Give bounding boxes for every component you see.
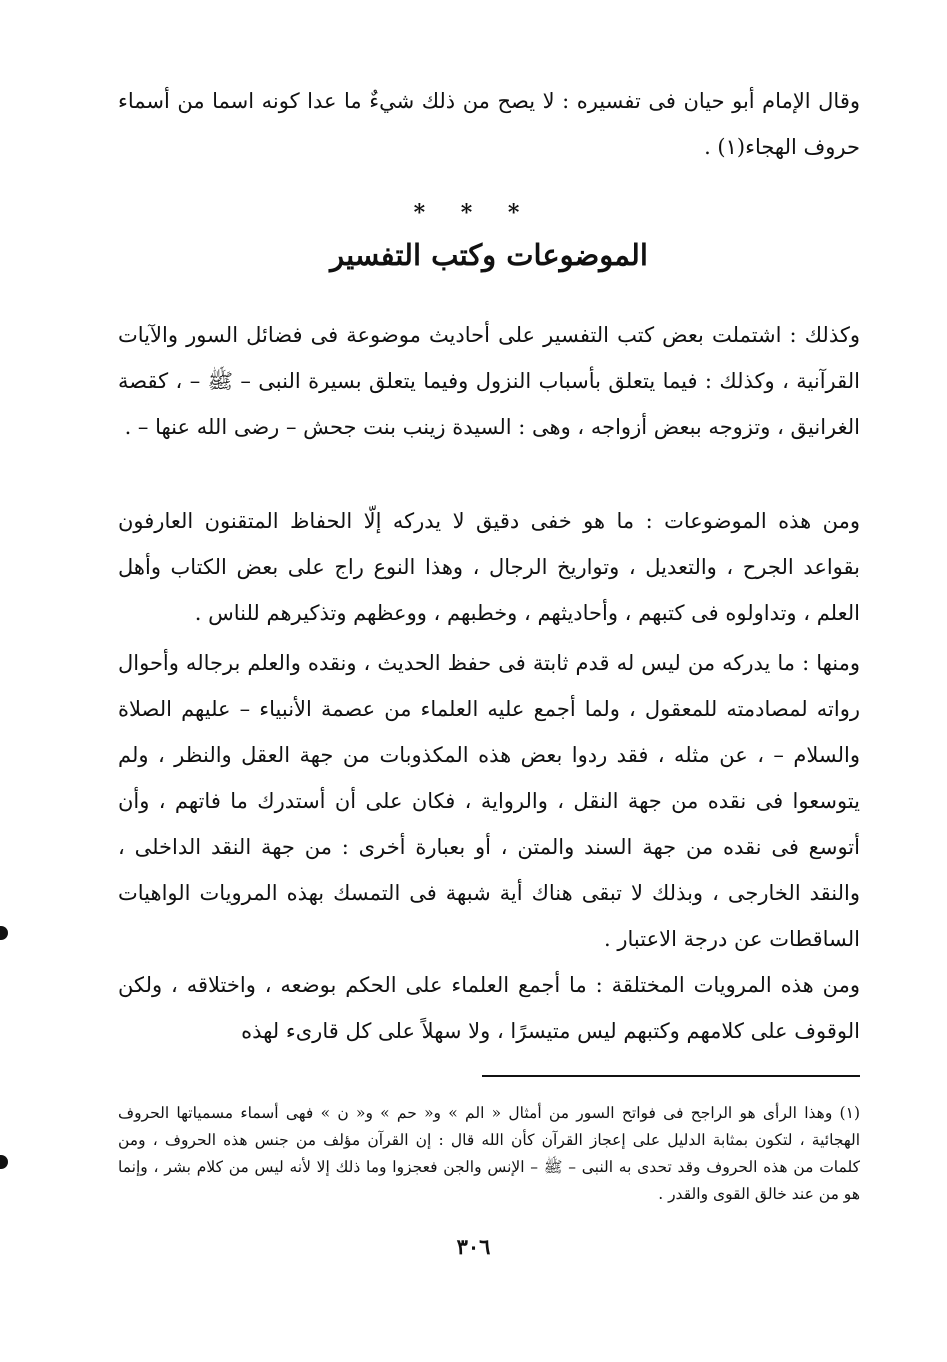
body-paragraph-3: ومنها : ما يدركه من ليس له قدم ثابتة فى حفظ الحديث ، ونقده والعلم برجاله وأحوال رواته لمصادمته للمعقول ، ولما أجمع عليه العلماء من عصمة الأنبياء – عليهم الصلاة والسلام – ، عن مثله ، فقد ردوا بعض هذه المكذوبات من جهة العقل والنظر ، ولم يتوسعوا فى نقده من جهة النقل ، والرواية ، فكان على أن أستدرك ما فاتهم ، وأن أتوسع فى نقده من جهة السند والمتن ، أو بعبارة أخرى : من جهة النقد الداخلى ، والنقد الخارجى ، وبذلك لا تبقى هناك أية شبهة فى التمسك بهذه المرويات الواهيات الساقطات عن درجة الاعتبار . — [118, 651, 860, 951]
body-paragraph-4: ومن هذه المرويات المختلقة : ما أجمع العلماء على الحكم بوضعه ، واختلاقه ، ولكن الوقوف على كلامهم وكتبهم ليس متيسرًا ، ولا سهلاً على كل قارىء لهذه — [118, 973, 860, 1043]
binding-hole-mark — [0, 926, 8, 940]
footnote: (١) وهذا الرأى هو الراجح فى فواتح السور من أمثال « الم » و« حم » و« ن » فهى أسماء مسمياتها الحروف الهجائية ، لتكون بمثابة الدليل على إعجاز القرآن كأن الله قال : إن القرآن مؤلف من جنس هذه الحروف ، ومن كلمات من هذه الحروف وقد تحدى به النبى – ﷺ – الإنس والجن فعجزوا وما ذلك إلا لأنه ليس من كلام بشر ، وإنما هو من عند خالق القوى والقدر . — [118, 1104, 860, 1203]
section-heading: الموضوعات وكتب التفسير — [330, 238, 648, 272]
binding-hole-mark — [0, 1155, 8, 1169]
footnote-divider — [482, 1075, 860, 1077]
body-paragraph-1: وكذلك : اشتملت بعض كتب التفسير على أحاديث موضوعة فى فضائل السور والآيات القرآنية ، وكذلك : فيما يتعلق بأسباب النزول وفيما يتعلق بسيرة النبى – ﷺ – ، كقصة الغرانيق ، وتزوجه ببعض أزواجه ، وهى : السيدة زينب بنت جحش – رضى الله عنها – . — [118, 323, 860, 439]
page-number: ٣٠٦ — [456, 1234, 491, 1259]
body-paragraph-2: ومن هذه الموضوعات : ما هو خفى دقيق لا يدركه إلّا الحفاظ المتقنون العارفون بقواعد الجرح ، والتعديل ، وتواريخ الرجال ، وهذا النوع راج على بعض الكتاب وأهل العلم ، وتداولوه فى كتبهم ، وأحاديثهم ، وخطبهم ، ووعظهم وتذكيرهم للناس . — [118, 509, 860, 625]
section-separator: * * * — [413, 200, 534, 226]
intro-paragraph: وقال الإمام أبو حيان فى تفسيره : لا يصح من ذلك شيءٌ ما عدا كونه اسما من أسماء حروف الهجاء(١) . — [118, 89, 860, 159]
